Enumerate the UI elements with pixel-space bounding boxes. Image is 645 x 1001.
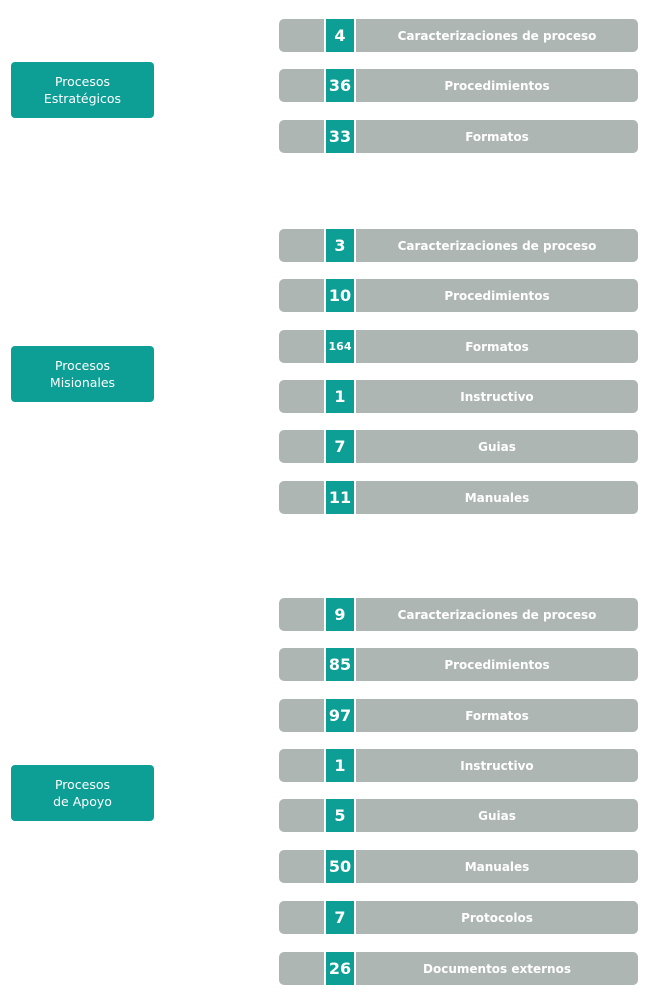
document-row: [279, 699, 638, 732]
document-type: Instructivo: [460, 758, 534, 773]
category-box-estrategicos: [11, 62, 154, 118]
category-title-line1: Procesos: [54, 777, 111, 792]
document-type: Guias: [478, 808, 516, 823]
document-type: Guias: [478, 439, 516, 454]
document-count: 11: [324, 481, 356, 514]
document-row: [279, 799, 638, 832]
document-row: [279, 648, 638, 681]
document-row: [279, 229, 638, 262]
document-type: Instructivo: [460, 389, 534, 404]
document-type: Manuales: [464, 490, 530, 505]
category-title-line2: de Apoyo: [53, 794, 112, 809]
document-count: 1: [324, 380, 356, 413]
category-title-line2: Estratégicos: [43, 91, 122, 106]
document-type: Caracterizaciones de proceso: [397, 238, 597, 253]
category-box-apoyo: [11, 765, 154, 821]
document-type: Manuales: [464, 859, 530, 874]
document-type: Protocolos: [461, 910, 533, 925]
category-title-line1: Procesos: [54, 358, 111, 373]
document-type: Caracterizaciones de proceso: [397, 607, 597, 622]
document-row: [279, 279, 638, 312]
document-count: 97: [324, 699, 356, 732]
document-row: [279, 598, 638, 631]
document-row: [279, 481, 638, 514]
document-count: 36: [324, 69, 356, 102]
document-count: 5: [324, 799, 356, 832]
document-count: 7: [324, 430, 356, 463]
document-row: [279, 19, 638, 52]
document-row: [279, 330, 638, 363]
document-type: Formatos: [465, 708, 529, 723]
document-row: [279, 430, 638, 463]
document-count: 33: [324, 120, 356, 153]
category-title-line1: Procesos: [54, 74, 111, 89]
category-title-line2: Misionales: [49, 375, 116, 390]
document-type: Procedimientos: [444, 288, 550, 303]
document-count: 3: [324, 229, 356, 262]
document-count: 4: [324, 19, 356, 52]
document-row: [279, 69, 638, 102]
document-count: 7: [324, 901, 356, 934]
document-type: Procedimientos: [444, 78, 550, 93]
category-box-misionales: [11, 346, 154, 402]
document-count: 9: [324, 598, 356, 631]
document-type: Formatos: [465, 339, 529, 354]
document-row: [279, 749, 638, 782]
document-count: 26: [324, 952, 356, 985]
document-count: 164: [324, 330, 356, 363]
document-count: 1: [324, 749, 356, 782]
document-type: Formatos: [465, 129, 529, 144]
document-count: 85: [324, 648, 356, 681]
document-type: Procedimientos: [444, 657, 550, 672]
document-count: 10: [324, 279, 356, 312]
document-row: [279, 120, 638, 153]
document-type: Documentos externos: [423, 961, 571, 976]
document-count: 50: [324, 850, 356, 883]
document-row: [279, 850, 638, 883]
document-row: [279, 952, 638, 985]
document-type: Caracterizaciones de proceso: [397, 28, 597, 43]
document-row: [279, 380, 638, 413]
document-row: [279, 901, 638, 934]
